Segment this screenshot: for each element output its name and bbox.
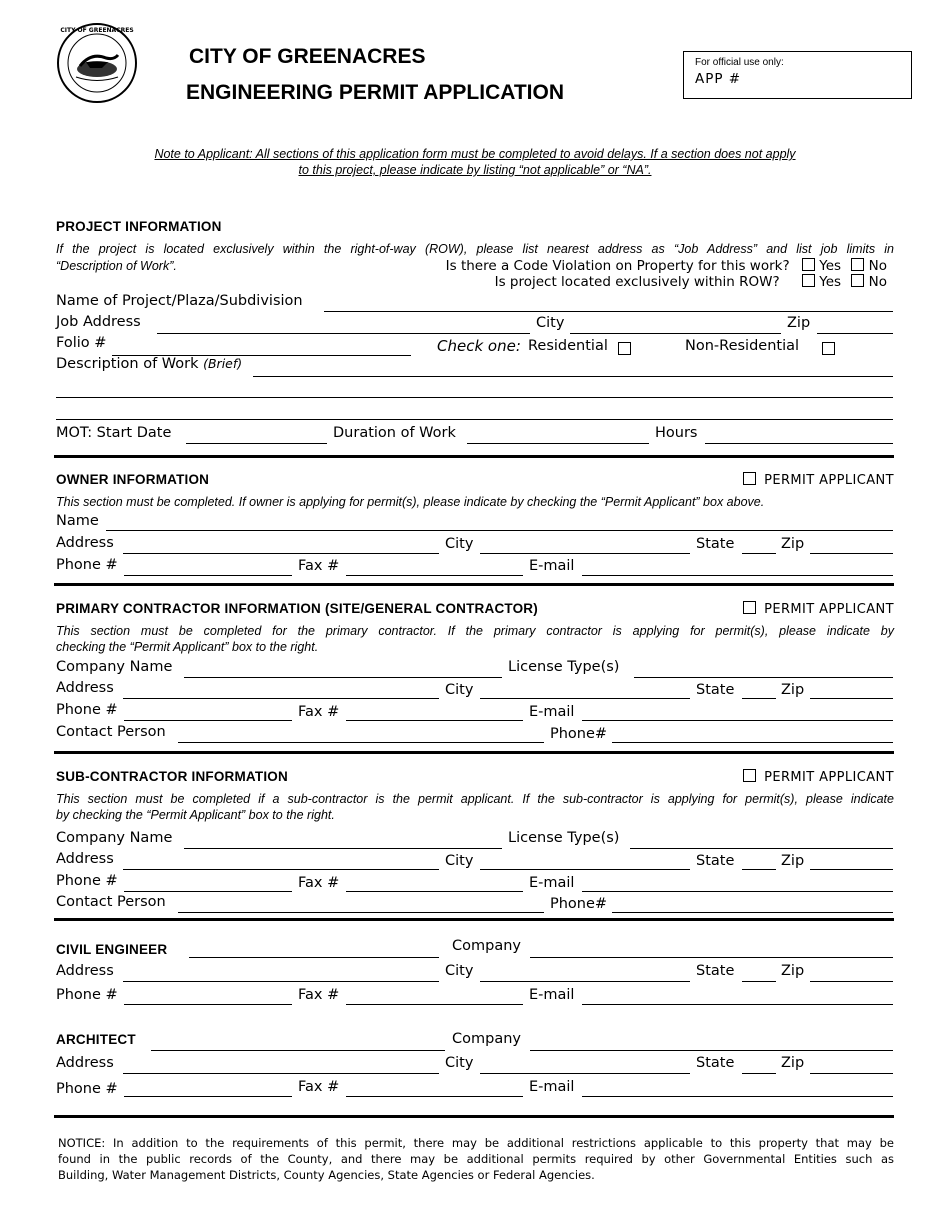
sub-license-label: License Type(s): [508, 830, 620, 846]
civil-fax-label: Fax #: [298, 987, 340, 1003]
primary-phone-field[interactable]: [124, 720, 292, 721]
primary-permit-applicant-label: PERMIT APPLICANT: [764, 602, 894, 617]
sub-instructions-line2: by checking the “Permit Applicant” box to the right.: [56, 808, 335, 822]
primary-state-label: State: [696, 682, 735, 698]
sub-permit-applicant-label: PERMIT APPLICANT: [764, 770, 894, 785]
job-zip-label: Zip: [787, 315, 811, 331]
sub-phone2-field[interactable]: [612, 912, 893, 913]
mot-start-field[interactable]: [186, 443, 327, 444]
owner-name-label: Name: [56, 513, 99, 529]
owner-city-label: City: [445, 536, 474, 552]
civil-engineer-name-field[interactable]: [189, 957, 439, 958]
page-subtitle: ENGINEERING PERMIT APPLICATION: [186, 81, 565, 104]
primary-company-label: Company Name: [56, 659, 173, 675]
owner-email-field[interactable]: [582, 575, 893, 576]
primary-state-field[interactable]: [742, 698, 776, 699]
sub-company-label: Company Name: [56, 830, 173, 846]
app-number-label: APP #: [695, 71, 742, 87]
notice-line3: Building, Water Management Districts, County Agencies, State Agencies or Federal Agencies.: [58, 1168, 595, 1182]
civil-state-label: State: [696, 963, 735, 979]
civil-company-label: Company: [452, 938, 521, 954]
check-one-label: Check one:: [437, 337, 521, 355]
civil-address-label: Address: [56, 963, 114, 979]
architect-zip-label: Zip: [781, 1055, 805, 1071]
civil-address-field[interactable]: [123, 981, 439, 982]
primary-zip-label: Zip: [781, 682, 805, 698]
architect-city-field[interactable]: [480, 1073, 690, 1074]
owner-phone-label: Phone #: [56, 557, 118, 573]
civil-company-field[interactable]: [530, 957, 893, 958]
owner-fax-field[interactable]: [346, 575, 523, 576]
sub-permit-applicant: [743, 769, 894, 785]
primary-license-label: License Type(s): [508, 659, 620, 675]
code-violation-yes-label: Yes: [819, 258, 842, 274]
folio-label: Folio #: [56, 335, 107, 351]
sub-address-field[interactable]: [123, 869, 439, 870]
sub-phone-label: Phone #: [56, 873, 118, 889]
primary-license-field[interactable]: [634, 677, 893, 678]
primary-city-field[interactable]: [480, 698, 690, 699]
non-residential-checkbox[interactable]: [822, 342, 835, 355]
non-residential-label: Non-Residential: [685, 338, 800, 354]
primary-address-label: Address: [56, 680, 114, 696]
owner-zip-label: Zip: [781, 536, 805, 552]
civil-email-label: E-mail: [529, 987, 575, 1003]
architect-email-field[interactable]: [582, 1096, 893, 1097]
row-no-checkbox[interactable]: [851, 274, 864, 287]
architect-fax-label: Fax #: [298, 1079, 340, 1095]
city-seal-logo: [56, 22, 138, 104]
section-divider: [54, 583, 894, 586]
project-info-heading: PROJECT INFORMATION: [56, 219, 222, 234]
sub-phone-field[interactable]: [124, 891, 292, 892]
sub-zip-label: Zip: [781, 853, 805, 869]
section-divider: [54, 751, 894, 754]
architect-email-label: E-mail: [529, 1079, 575, 1095]
official-use-box: [683, 51, 912, 99]
architect-company-label: Company: [452, 1031, 521, 1047]
code-violation-yes-checkbox[interactable]: [802, 258, 815, 271]
owner-name-field[interactable]: [106, 530, 893, 531]
sub-phone2-label: Phone#: [550, 896, 608, 912]
architect-zip-field[interactable]: [810, 1073, 893, 1074]
architect-phone-field[interactable]: [124, 1096, 292, 1097]
code-violation-no-label: No: [868, 258, 887, 274]
civil-state-field[interactable]: [742, 981, 776, 982]
code-violation-label: Is there a Code Violation on Property for this work?: [445, 258, 790, 274]
architect-address-label: Address: [56, 1055, 114, 1071]
row-yes-label: Yes: [819, 274, 842, 290]
description-field-line2[interactable]: [56, 397, 893, 398]
description-field-line1[interactable]: [253, 376, 893, 377]
primary-instructions-line1: This section must be completed for the primary contractor. If the primary contractor is applying for permit(s), please indicate by: [56, 624, 894, 638]
primary-zip-field[interactable]: [810, 698, 893, 699]
civil-fax-field[interactable]: [346, 1004, 523, 1005]
owner-city-field[interactable]: [480, 553, 690, 554]
section-divider: [54, 918, 894, 921]
sub-fax-label: Fax #: [298, 875, 340, 891]
project-instructions-line2: “Description of Work”.: [56, 259, 177, 273]
civil-email-field[interactable]: [582, 1004, 893, 1005]
project-name-label: Name of Project/Plaza/Subdivision: [56, 293, 303, 309]
sub-contractor-heading: SUB-CONTRACTOR INFORMATION: [56, 769, 288, 784]
code-violation-no-checkbox[interactable]: [851, 258, 864, 271]
primary-contractor-heading: PRIMARY CONTRACTOR INFORMATION (SITE/GENERAL CONTRACTOR): [56, 601, 538, 616]
description-label: [56, 356, 242, 372]
sub-zip-field[interactable]: [810, 869, 893, 870]
sub-contact-field[interactable]: [178, 912, 544, 913]
owner-permit-applicant: [743, 472, 894, 488]
row-question: [495, 274, 887, 290]
residential-checkbox[interactable]: [618, 342, 631, 355]
hours-field[interactable]: [705, 443, 893, 444]
civil-city-label: City: [445, 963, 474, 979]
job-city-field[interactable]: [570, 333, 781, 334]
section-divider: [54, 455, 894, 458]
sub-email-label: E-mail: [529, 875, 575, 891]
civil-zip-label: Zip: [781, 963, 805, 979]
architect-state-field[interactable]: [742, 1073, 776, 1074]
architect-city-label: City: [445, 1055, 474, 1071]
sub-city-field[interactable]: [480, 869, 690, 870]
sub-instructions-line1: This section must be completed if a sub-contractor is the permit applicant. If the sub-contractor is applying for permit(s), please indicate: [56, 792, 894, 806]
sub-fax-field[interactable]: [346, 891, 523, 892]
owner-phone-field[interactable]: [124, 575, 292, 576]
primary-email-label: E-mail: [529, 704, 575, 720]
primary-fax-field[interactable]: [346, 720, 523, 721]
owner-info-heading: OWNER INFORMATION: [56, 472, 210, 487]
primary-phone-label: Phone #: [56, 702, 118, 718]
row-no-label: No: [868, 274, 887, 290]
page-title: CITY OF GREENACRES: [189, 45, 426, 68]
sub-contact-label: Contact Person: [56, 894, 166, 910]
code-violation-question: [446, 258, 887, 274]
sub-state-label: State: [696, 853, 735, 869]
residential-label: Residential: [528, 338, 608, 354]
civil-phone-field[interactable]: [124, 1004, 292, 1005]
owner-permit-applicant-label: PERMIT APPLICANT: [764, 473, 894, 488]
architect-state-label: State: [696, 1055, 735, 1071]
owner-instructions: This section must be completed. If owner is applying for permit(s), please indicate by checking the “Permit Applicant” box above.: [56, 495, 765, 509]
project-name-field[interactable]: [324, 311, 893, 312]
logo-text: CITY OF GREENACRES: [60, 27, 134, 34]
primary-company-field[interactable]: [184, 677, 502, 678]
architect-fax-field[interactable]: [346, 1096, 523, 1097]
description-brief-note: (Brief): [203, 356, 243, 371]
civil-city-field[interactable]: [480, 981, 690, 982]
owner-state-field[interactable]: [742, 553, 776, 554]
sub-state-field[interactable]: [742, 869, 776, 870]
job-zip-field[interactable]: [817, 333, 893, 334]
sub-license-field[interactable]: [630, 848, 893, 849]
hours-label: Hours: [655, 425, 698, 441]
primary-instructions-line2: checking the “Permit Applicant” box to the right.: [56, 640, 319, 654]
mot-start-label: MOT: Start Date: [56, 425, 172, 441]
primary-email-field[interactable]: [582, 720, 893, 721]
primary-fax-label: Fax #: [298, 704, 340, 720]
project-instructions-line1: If the project is located exclusively within the right-of-way (ROW), please list nearest address as “Job Address” and list job limits in: [56, 242, 894, 256]
owner-permit-applicant-checkbox[interactable]: [743, 472, 756, 485]
description-label-text: Description of Work: [56, 356, 199, 372]
owner-address-field[interactable]: [123, 553, 439, 554]
sub-address-label: Address: [56, 851, 114, 867]
primary-city-label: City: [445, 682, 474, 698]
owner-email-label: E-mail: [529, 558, 575, 574]
owner-state-label: State: [696, 536, 735, 552]
primary-permit-applicant-checkbox[interactable]: [743, 601, 756, 614]
job-city-label: City: [536, 315, 565, 331]
primary-phone2-field[interactable]: [612, 742, 893, 743]
civil-zip-field[interactable]: [810, 981, 893, 982]
architect-name-field[interactable]: [151, 1050, 445, 1051]
notice-line2: found in the public records of the County, and there may be additional permits required by other Governmental Entities such as: [58, 1152, 894, 1166]
sub-email-field[interactable]: [582, 891, 893, 892]
sub-city-label: City: [445, 853, 474, 869]
section-divider: [54, 1115, 894, 1118]
sub-permit-applicant-checkbox[interactable]: [743, 769, 756, 782]
owner-fax-label: Fax #: [298, 558, 340, 574]
duration-field[interactable]: [467, 443, 649, 444]
description-field-line3[interactable]: [56, 419, 893, 420]
notice-line1: NOTICE: In addition to the requirements of this permit, there may be additional restrictions applicable to this property that may be: [58, 1136, 894, 1150]
owner-address-label: Address: [56, 535, 114, 551]
primary-phone2-label: Phone#: [550, 726, 608, 742]
official-use-label: For official use only:: [695, 57, 784, 68]
primary-contact-field[interactable]: [178, 742, 544, 743]
architect-heading: ARCHITECT: [56, 1032, 136, 1047]
primary-contact-label: Contact Person: [56, 724, 166, 740]
architect-phone-label: Phone #: [56, 1081, 118, 1097]
job-address-label: Job Address: [56, 314, 141, 330]
applicant-note-line2: to this project, please indicate by listing “not applicable” or “NA”.: [298, 163, 652, 177]
primary-permit-applicant: [743, 601, 894, 617]
job-address-field[interactable]: [157, 333, 530, 334]
applicant-note-line1: Note to Applicant: All sections of this application form must be completed to avoid delays. If a section does not apply: [154, 147, 796, 161]
owner-zip-field[interactable]: [810, 553, 893, 554]
civil-phone-label: Phone #: [56, 987, 118, 1003]
row-question-label: Is project located exclusively within ROW?: [494, 274, 780, 290]
architect-company-field[interactable]: [530, 1050, 893, 1051]
duration-label: Duration of Work: [333, 425, 456, 441]
row-yes-checkbox[interactable]: [802, 274, 815, 287]
sub-company-field[interactable]: [184, 848, 502, 849]
architect-address-field[interactable]: [123, 1073, 439, 1074]
civil-engineer-heading: CIVIL ENGINEER: [56, 942, 168, 957]
primary-address-field[interactable]: [123, 698, 439, 699]
